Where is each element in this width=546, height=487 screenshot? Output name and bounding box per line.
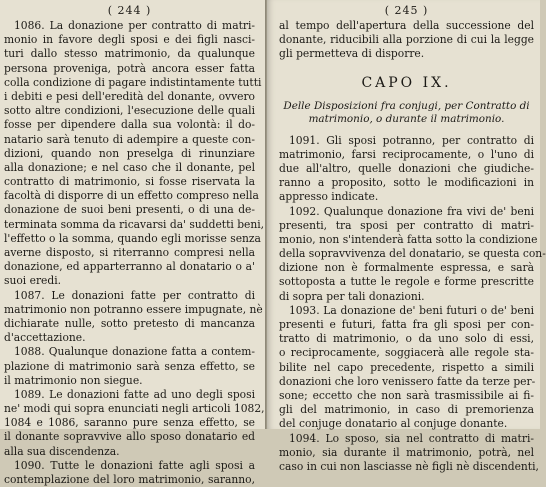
text-line: donazioni che loro venissero fatte da terze per- — [279, 374, 536, 388]
text-line: matrimonio, o durante il matrimonio. — [308, 112, 505, 125]
text-line: 1093. La donazione de' beni futuri o de' beni — [289, 303, 534, 317]
text-line: sottoposta a tutte le regole e forme prescritte — [279, 275, 534, 289]
text-line: ne' modi qui sopra enunciati negli articoli 1082, — [4, 402, 265, 416]
text-line: 1086. La donazione per contratto di matri- — [14, 19, 255, 32]
text-line: dizioni, quando non preselga di rinunziare — [4, 146, 255, 160]
text-line: del conjuge donatario al conjuge donante. — [279, 417, 508, 431]
text-line: 1088. Qualunque donazione fatta a contem- — [14, 345, 255, 359]
text-line: l'effetto o la somma, quando egli morisse senza — [4, 231, 261, 245]
text-line: gli permetteva di disporre. — [279, 47, 425, 61]
chapter-subtitle — [279, 100, 534, 126]
text-line: presenti e futuri, fatta fra gli sposi per con- — [279, 318, 534, 331]
text-line: 1084 e 1086, saranno pure senza effetto, se — [4, 416, 255, 430]
text-line: plazione di matrimonio sarà senza effetto, se — [4, 359, 255, 373]
text-line: 1087. Le donazioni fatte per contratto di — [14, 288, 255, 302]
text-line: fosse per dipendere dalla sua volontà: il do- — [4, 118, 255, 132]
text-line: matrimonio non potranno essere impugnate, nè — [4, 302, 263, 316]
text-line: presenti, tra sposi per contratto di matri- — [279, 218, 534, 232]
chapter-title: CAPO IX. — [361, 74, 452, 91]
text-line: alla donazione; e nel caso che il donante, pel — [4, 160, 255, 174]
text-line: monio, sia durante il matrimonio, potrà, nel — [279, 445, 534, 459]
right-page-continuation — [279, 19, 534, 62]
left-page-body — [4, 19, 265, 487]
text-line: suoi eredi. — [4, 274, 62, 288]
text-line: ranno a proposito, sotto le modificazioni in — [279, 176, 534, 190]
text-line: contratto di matrimonio, si fosse riservata la — [4, 175, 255, 189]
text-line: gli del matrimonio, in caso di premorienza — [279, 403, 534, 417]
text-line: donazione, ed apparterranno al donatario o a' — [4, 260, 255, 274]
text-line: monio in favore degli sposi e dei figli nasci- — [4, 33, 255, 47]
text-line: tratto di matrimonio, o da uno solo di essi, — [279, 332, 534, 346]
text-line: terminata somma da ricavarsi da' suddetti beni, — [4, 217, 265, 231]
text-line: donazione de suoi beni presenti, o di una de- — [4, 203, 255, 217]
spacer — [279, 126, 534, 134]
text-line: turi dallo stesso matrimonio, da qualunque — [4, 47, 255, 61]
text-line: d'accettazione. — [4, 331, 86, 345]
text-line: contemplazione del loro matrimonio, saranno, — [4, 473, 255, 486]
text-line: persona proveniga, potrà ancora esser fatta — [4, 61, 255, 75]
text-line: due all'altro, quelle donazioni che giudiche- — [279, 161, 534, 175]
text-line: alla sua discendenza. — [4, 444, 120, 458]
text-line: al tempo dell'apertura della successione del — [279, 19, 534, 32]
right-page — [266, 0, 546, 473]
text-line: 1094. Lo sposo, sia nel contratto di matri- — [289, 431, 534, 445]
text-line: dichiarate nulle, sotto pretesto di mancanza — [4, 316, 255, 330]
page-number-left: ( 244 ) — [107, 4, 152, 17]
text-line: di sopra per tali donazioni. — [279, 289, 425, 303]
text-line: Delle Disposizioni fra conjugi, per Contratto di — [283, 99, 530, 112]
right-page-body — [279, 133, 546, 475]
text-line: appresso indicate. — [279, 190, 379, 204]
text-line: il donante sopravvive allo sposo donatario ed — [4, 430, 255, 444]
text-line: 1092. Qualunque donazione fra vivi de' beni — [289, 204, 534, 218]
text-line: sone; eccetto che non sarà trasmissibile ai fi- — [279, 388, 534, 402]
text-line: o reciprocamente, soggiacerà alle regole sta- — [279, 346, 534, 360]
text-line: sotto altre condizioni, l'esecuzione delle quali — [4, 104, 255, 118]
text-line: donante, riducibili alla porzione di cui la legge — [279, 33, 534, 47]
text-line: 1090. Tutte le donazioni fatte agli sposi a — [14, 458, 255, 472]
text-line: della sopravvivenza del donatario, se questa con- — [279, 247, 546, 261]
text-line: bilite nel capo precedente, rispetto a simili — [279, 360, 534, 374]
left-page — [0, 0, 266, 486]
text-line: averne disposto, si riterranno compresi nella — [4, 246, 255, 259]
text-line: 1089. Le donazioni fatte ad uno degli sposi — [14, 387, 255, 401]
text-line: il matrimonio non siegue. — [4, 373, 143, 387]
text-line: colla condizione di pagare indistintamente tutti — [4, 75, 262, 89]
text-line: matrimonio, farsi reciprocamente, o l'uno di — [279, 147, 534, 161]
text-line: caso in cui non lasciasse nè figli nè discendenti, — [279, 459, 539, 473]
text-line: i debiti e pesi dell'eredità del donante, ovvero — [4, 89, 255, 103]
text-line: natario sarà tenuto di adempire a queste con- — [4, 132, 255, 146]
text-line: dizione non è formalmente espressa, e sarà — [279, 261, 534, 275]
text-line: 1091. Gli sposi potranno, per contratto di — [289, 133, 534, 147]
page-number-right: ( 245 ) — [384, 4, 429, 17]
text-line: monio, non s'intenderà fatta sotto la condizione — [279, 232, 538, 246]
text-line: facoltà di disporre di un effetto compreso nella — [4, 189, 259, 203]
